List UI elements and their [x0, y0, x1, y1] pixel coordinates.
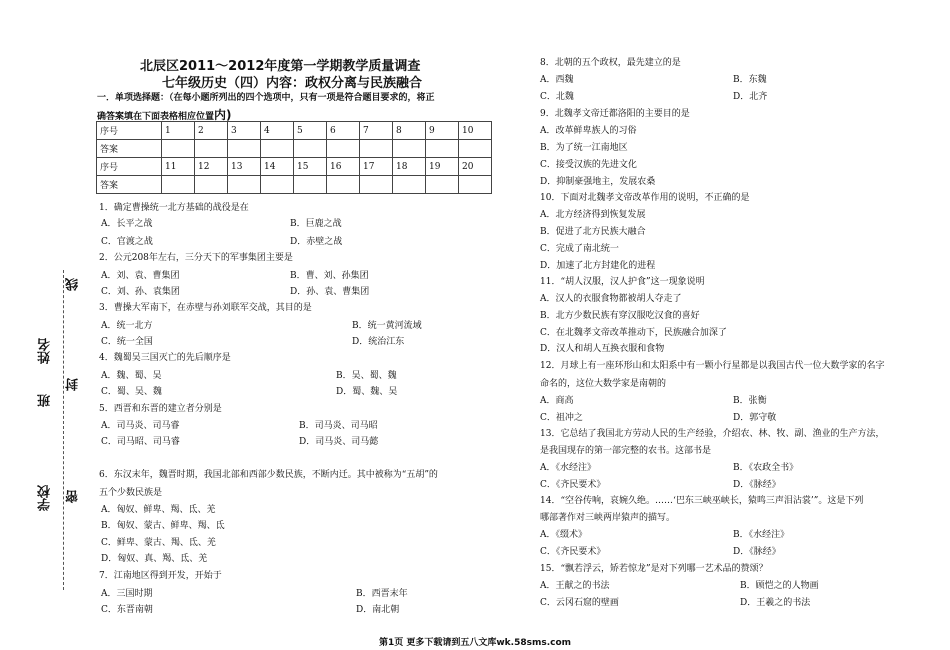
question-stem: 10．下面对北魏孝文帝改革作用的说明，不正确的是	[540, 193, 750, 203]
question-stem: 3．曹操大军南下，在赤壁与孙刘联军交战，其目的是	[99, 303, 312, 313]
option-a: A．三国时期	[101, 589, 153, 599]
option-b: B．东魏	[733, 75, 767, 85]
table-row	[97, 158, 492, 176]
option-d: D．匈奴、真、羯、氐、羌	[101, 554, 208, 564]
option-a: A．匈奴、鲜卑、羯、氐、羌	[101, 505, 216, 515]
option-b: B．《水经注》	[733, 530, 790, 540]
answer-table	[96, 121, 492, 194]
school-label: 学校	[38, 485, 53, 511]
page-title-line2: 七年级历史（四）内容：政权分离与民族融合	[162, 76, 423, 91]
table-cell: 14	[261, 158, 294, 176]
option-d: D．郭守敬	[733, 413, 777, 423]
question-stem: 14．“空谷传响，哀婉久绝。……‘巴东三峡巫峡长，猿鸣三声泪沾裳’”。这是下列	[540, 496, 864, 506]
option-a: A．《缀术》	[540, 530, 587, 540]
option-b: B．曹、刘、孙集团	[290, 271, 369, 281]
option-a: A．《水经注》	[540, 463, 596, 473]
option-b: B．《农政全书》	[733, 463, 799, 473]
answer-cell[interactable]	[327, 176, 360, 194]
table-cell: 10	[459, 122, 492, 140]
section1-instruction-line1: 一．单项选择题：（在每小题所列出的四个选项中，只有一项是符合题目要求的，将正	[97, 93, 435, 103]
answer-cell[interactable]	[426, 140, 459, 158]
table-cell: 8	[393, 122, 426, 140]
option-c: C．统一全国	[101, 337, 153, 347]
answer-cell[interactable]	[459, 176, 492, 194]
option-a: A．长平之战	[101, 219, 153, 229]
question-stem: 15．“飘若浮云，矫若惊龙”是对下列哪一艺术品的赞颂？	[540, 564, 768, 574]
class-label: 班	[38, 394, 53, 407]
table-cell: 13	[228, 158, 261, 176]
row-label: 序号	[97, 122, 162, 140]
row-label: 答案	[97, 140, 162, 158]
option-a: A．北方经济得到恢复发展	[540, 210, 646, 220]
option-d: D．抑制豪强地主，发展农桑	[540, 177, 656, 187]
section1-instruction-text: 确答案填在下面表格相应位置	[97, 112, 215, 122]
option-b: B．匈奴、蒙古、鲜卑、羯、氐	[101, 521, 225, 531]
option-c: C．北魏	[540, 92, 574, 102]
option-c: C．鲜卑、蒙古、羯、氐、羌	[101, 538, 216, 548]
table-cell: 9	[426, 122, 459, 140]
option-d: D．加速了北方封建化的进程	[540, 261, 656, 271]
option-a: A．司马炎、司马睿	[101, 421, 180, 431]
table-cell: 5	[294, 122, 327, 140]
option-c: C．东晋南朝	[101, 605, 153, 615]
question-stem: 12．月球上有一座环形山和太阳系中有一颗小行星都是以我国古代一位大数学家的名字	[540, 361, 885, 371]
table-cell: 17	[360, 158, 393, 176]
question-stem: 8．北朝的五个政权，最先建立的是	[540, 58, 681, 68]
seal-char: 封	[66, 378, 81, 391]
name-label: 姓名	[38, 338, 53, 364]
row-label: 答案	[97, 176, 162, 194]
answer-cell[interactable]	[162, 176, 195, 194]
option-b: B．吴、蜀、魏	[336, 371, 397, 381]
option-a: A．刘、袁、曹集团	[101, 271, 180, 281]
option-c: C．云冈石窟的壁画	[540, 598, 619, 608]
question-stem: 6．东汉末年，魏晋时期，我国北部和西部少数民族，不断内迁。其中被称为“五胡”的	[99, 470, 438, 480]
option-a: A．商高	[540, 396, 574, 406]
option-b: B．北方少数民族有穿汉服吃汉食的喜好	[540, 311, 700, 321]
question-stem-cont: 命名的，这位大数学家是南朝的	[540, 379, 667, 389]
answer-cell[interactable]	[261, 176, 294, 194]
question-stem: 11．“胡人汉服，汉人护食”这一现象说明	[540, 277, 705, 287]
answer-cell[interactable]	[294, 140, 327, 158]
option-a: A．统一北方	[101, 321, 153, 331]
table-cell: 20	[459, 158, 492, 176]
question-stem: 4．魏蜀吴三国灭亡的先后顺序是	[99, 353, 231, 363]
option-c: C．蜀、吴、魏	[101, 387, 162, 397]
option-a: A．魏、蜀、吴	[101, 371, 162, 381]
option-d: D．统治江东	[352, 337, 405, 347]
answer-cell[interactable]	[327, 140, 360, 158]
option-c: C．《齐民要术》	[540, 480, 606, 490]
option-d: D．北齐	[733, 92, 768, 102]
table-cell: 6	[327, 122, 360, 140]
table-cell: 4	[261, 122, 294, 140]
option-a: A．王献之的书法	[540, 581, 610, 591]
page-footer: 第1页 更多下载请到五八文库wk.58sms.com	[378, 638, 572, 648]
option-d: D．王羲之的书法	[740, 598, 811, 608]
option-c: C．在北魏孝文帝改革推动下，民族融合加深了	[540, 328, 727, 338]
answer-cell[interactable]	[162, 140, 195, 158]
table-cell: 15	[294, 158, 327, 176]
table-cell: 16	[327, 158, 360, 176]
option-d: D．汉人和胡人互换衣服和食物	[540, 344, 665, 354]
table-cell: 7	[360, 122, 393, 140]
option-d: D．南北朝	[356, 605, 400, 615]
answer-cell[interactable]	[459, 140, 492, 158]
option-b: B．巨鹿之战	[290, 219, 342, 229]
option-d: D．蜀、魏、吴	[336, 387, 398, 397]
answer-cell[interactable]	[393, 176, 426, 194]
option-b: B．司马炎、司马昭	[299, 421, 378, 431]
table-cell: 11	[162, 158, 195, 176]
question-stem: 2．公元208年左右，三分天下的军事集团主要是	[99, 253, 293, 263]
answer-cell[interactable]	[228, 140, 261, 158]
answer-cell[interactable]	[393, 140, 426, 158]
option-a: A．汉人的衣服食物都被胡人夺走了	[540, 294, 682, 304]
table-cell: 18	[393, 158, 426, 176]
option-c: C．《齐民要术》	[540, 547, 606, 557]
answer-cell[interactable]	[195, 140, 228, 158]
option-b: B．为了统一江南地区	[540, 143, 628, 153]
option-d: D．孙、袁、曹集团	[290, 287, 370, 297]
table-cell: 3	[228, 122, 261, 140]
question-stem: 13．它总结了我国北方劳动人民的生产经验，介绍农、林、牧、副、渔业的生产方法，	[540, 429, 885, 439]
page-title-line1: 北辰区2011～2012年度第一学期教学质量调查	[140, 59, 421, 74]
table-cell: 19	[426, 158, 459, 176]
binding-line	[63, 270, 64, 590]
question-stem-cont: 是我国现存的第一部完整的农书。这部书是	[540, 446, 712, 456]
question-stem-cont: 哪部著作对三峡两岸猿声的描写。	[540, 513, 676, 523]
question-stem: 1．确定曹操统一北方基础的战役是在	[99, 203, 249, 213]
option-b: B．西晋末年	[356, 589, 408, 599]
option-d: D．赤壁之战	[290, 237, 343, 247]
option-b: B．张衡	[733, 396, 767, 406]
option-d: D．《脉经》	[733, 547, 781, 557]
table-cell: 12	[195, 158, 228, 176]
question-stem: 5．西晋和东晋的建立者分别是	[99, 404, 222, 414]
option-d: D．司马炎、司马懿	[299, 437, 379, 447]
binding-line-char: 线	[66, 278, 81, 291]
answer-cell[interactable]	[360, 140, 393, 158]
option-c: C．官渡之战	[101, 237, 153, 247]
question-stem: 9．北魏孝文帝迁都洛阳的主要目的是	[540, 109, 690, 119]
question-stem-cont: 五个少数民族是	[99, 488, 163, 498]
option-a: A．西魏	[540, 75, 574, 85]
answer-cell[interactable]	[294, 176, 327, 194]
question-stem: 7．江南地区得到开发，开始于	[99, 571, 222, 581]
question-1	[99, 200, 249, 213]
section1-instruction-tail: 内)	[214, 108, 232, 122]
answer-cell[interactable]	[261, 140, 294, 158]
table-row	[97, 176, 492, 194]
option-c: C．祖冲之	[540, 413, 583, 423]
option-b: B．顾恺之的人物画	[740, 581, 819, 591]
row-label: 序号	[97, 158, 162, 176]
option-b: B．促进了北方民族大融合	[540, 227, 646, 237]
answer-cell[interactable]	[360, 176, 393, 194]
option-c: C．完成了南北统一	[540, 244, 619, 254]
option-b: B．统一黄河流域	[352, 321, 422, 331]
table-row	[97, 122, 492, 140]
option-c: C．司马昭、司马睿	[101, 437, 180, 447]
option-c: C．接受汉族的先进文化	[540, 160, 637, 170]
answer-cell[interactable]	[228, 176, 261, 194]
option-c: C．刘、孙、袁集团	[101, 287, 180, 297]
table-cell: 1	[162, 122, 195, 140]
answer-cell[interactable]	[195, 176, 228, 194]
table-row	[97, 140, 492, 158]
answer-cell[interactable]	[426, 176, 459, 194]
seal2-char: 密	[66, 490, 81, 503]
option-a: A．改革鲜卑族人的习俗	[540, 126, 637, 136]
option-d: D．《脉经》	[733, 480, 781, 490]
table-cell: 2	[195, 122, 228, 140]
